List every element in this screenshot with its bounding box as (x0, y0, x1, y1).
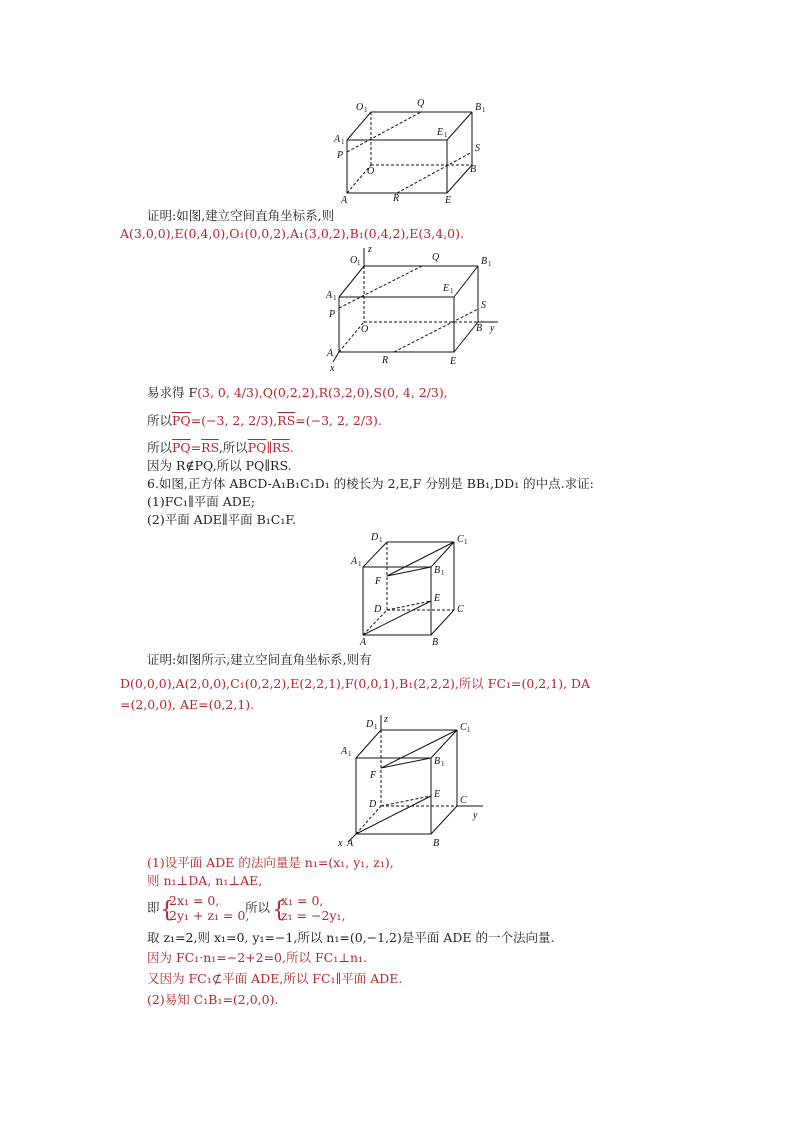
label-B: B (433, 838, 440, 849)
svg-text:1: 1 (467, 726, 471, 734)
label-C: C (460, 795, 467, 806)
label-A: A (327, 348, 334, 359)
part-1-conclusion: 又因为 FC₁⊄平面 ADE,所以 FC₁∥平面 ADE. (147, 971, 403, 986)
label-E: E (445, 195, 452, 206)
label-O1: O (356, 102, 364, 113)
label-A: A (360, 637, 367, 648)
line-conclusion-1: 因为 R∉PQ,所以 PQ∥RS. (147, 458, 292, 473)
svg-text:1: 1 (374, 723, 378, 731)
label-A1: A (341, 746, 348, 757)
part-1-normal-vector: (1)设平面 ADE 的法向量是 n₁=(x₁, y₁, z₁), (147, 855, 394, 870)
label-E: E (434, 789, 441, 800)
label-A1: A (351, 556, 358, 567)
label-R: R (382, 355, 389, 366)
svg-text:1: 1 (358, 560, 362, 568)
svg-text:1: 1 (357, 259, 361, 267)
label-C: C (457, 604, 464, 615)
label-x: x (338, 838, 343, 849)
svg-text:1: 1 (444, 131, 448, 139)
cube-1-edges (363, 542, 454, 635)
coords-line-2: D(0,0,0),A(2,0,0),C₁(0,2,2),E(2,2,1),F(0,0,1),B₁(2,2,2),所以 FC₁=(0,2,1), DA (120, 676, 591, 691)
label-Q: Q (432, 252, 440, 263)
label-O: O (367, 166, 375, 177)
label-A1: A (326, 290, 333, 301)
part-1-perpendicular: 则 n₁⊥DA, n₁⊥AE, (147, 873, 263, 888)
label-O1: O (350, 255, 358, 266)
svg-text:1: 1 (488, 260, 492, 268)
coords-line-3: =(2,0,0), AE=(0,2,1). (120, 697, 255, 712)
label-y: y (490, 323, 495, 334)
label-D1: D (371, 532, 379, 543)
label-z: z (368, 244, 372, 255)
label-D: D (374, 604, 382, 615)
cuboid-2-edges (333, 248, 498, 362)
line-points-FQRS: 易求得 F(3, 0, 4/3),Q(0,2,2),R(3,2,0),S(0, 4, 2/3), (147, 385, 448, 400)
part-1-dot-product: 因为 FC₁·n₁=−2+2=0,所以 FC₁⊥n₁. (147, 950, 367, 965)
svg-text:1: 1 (441, 760, 445, 768)
label-R: R (393, 193, 400, 204)
label-S: S (475, 143, 480, 154)
svg-text:1: 1 (333, 294, 337, 302)
svg-text:1: 1 (341, 138, 345, 146)
line-vectors-PQ-RS: 所以$\overline{PQ}=(-3$, 2, $2/3),\overline{RS}=(-3$, 2, 2/3). (147, 413, 382, 428)
label-A: A (341, 195, 348, 206)
label-E: E (450, 356, 457, 367)
svg-text:1: 1 (464, 538, 468, 546)
label-F: F (370, 770, 377, 781)
problem-6-statement: 6.如图,正方体 ABCD-A₁B₁C₁D₁ 的棱长为 2,E,F 分别是 BB₁,DD₁ 的中点.求证: (147, 476, 594, 491)
label-B: B (432, 637, 439, 648)
proof-intro-2: 证明:如图所示,建立空间直角坐标系,则有 (147, 652, 372, 667)
label-E1: E (443, 283, 450, 294)
label-z: z (384, 714, 388, 725)
label-B: B (476, 323, 483, 334)
problem-6-part-1: (1)FC₁∥平面 ADE; (147, 494, 256, 509)
label-D1: D (366, 719, 374, 730)
label-B1: B (475, 102, 482, 113)
label-P: P (329, 309, 336, 320)
label-E: E (434, 593, 441, 604)
label-O: O (361, 324, 369, 335)
svg-text:1: 1 (364, 106, 368, 114)
svg-text:1: 1 (379, 536, 383, 544)
label-y: y (473, 810, 478, 821)
label-Q: Q (417, 98, 425, 109)
coords-line-1: A(3,0,0),E(0,4,0),O₁(0,0,2),A₁(3,0,2),B₁(0,4,2),E(3,4,0). (120, 226, 464, 241)
label-B1: B (481, 256, 488, 267)
svg-text:1: 1 (441, 569, 445, 577)
part-1-choose: 取 z₁=2,则 x₁=0, y₁=−1,所以 n₁=(0,−1,2)是平面 ADE 的一个法向量. (147, 930, 555, 945)
svg-text:1: 1 (482, 106, 486, 114)
label-B1: B (434, 756, 441, 767)
label-B1: B (434, 565, 441, 576)
label-F: F (375, 576, 382, 587)
line-parallel-vectors: 所以$\overline{PQ}=\overline{RS}$,所以$\overline{PQ}\parallel\overline{RS}$. (147, 440, 294, 455)
label-D: D (369, 799, 377, 810)
label-A1: A (334, 134, 341, 145)
part-2-start: (2)易知 C₁B₁=(2,0,0). (147, 992, 279, 1007)
cuboid-1-edges (347, 112, 472, 193)
label-S: S (481, 300, 486, 311)
label-x: x (330, 363, 335, 374)
label-P: P (337, 150, 344, 161)
label-E1: E (437, 127, 444, 138)
label-C1: C (457, 534, 464, 545)
proof-intro-1: 证明:如图,建立空间直角坐标系,则 (147, 208, 335, 223)
problem-6-part-2: (2)平面 ADE∥平面 B₁C₁F. (147, 512, 297, 527)
label-C1: C (460, 722, 467, 733)
svg-text:1: 1 (348, 750, 352, 758)
cube-2-edges (348, 715, 483, 842)
label-B: B (470, 164, 477, 175)
label-A: A (347, 838, 354, 849)
svg-text:1: 1 (450, 287, 454, 295)
